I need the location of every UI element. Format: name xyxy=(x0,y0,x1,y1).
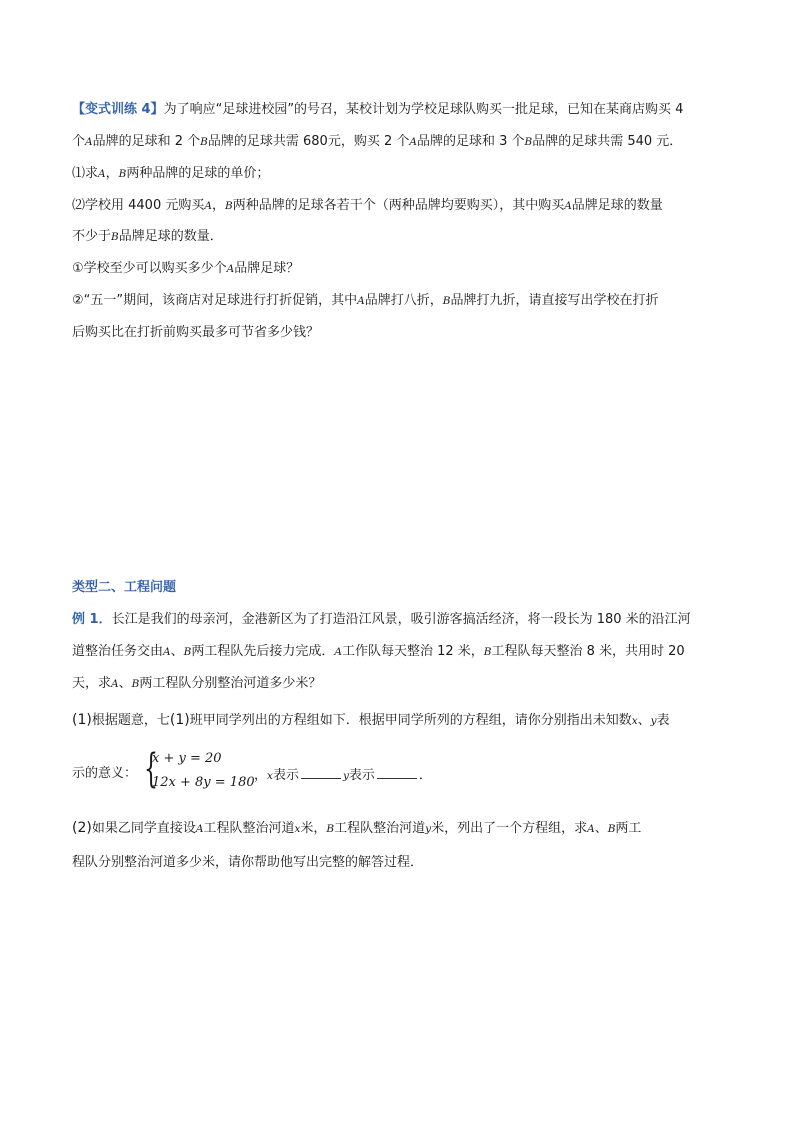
question-1 xyxy=(72,165,269,183)
var-y: y xyxy=(425,823,432,835)
q1-text: ． xyxy=(418,768,432,783)
brand-a: A xyxy=(85,136,93,148)
team-b: B xyxy=(483,646,492,658)
example-q1-line2 xyxy=(72,765,137,783)
example-text: 长江是我们的母亲河，金港新区为了打造沿江风景，吸引游客搞活经济，将一段长为 180 米的沿江河 xyxy=(111,612,691,627)
example-text: 两工程队先后接力完成． xyxy=(191,644,335,659)
sub1-text: 品牌足球？ xyxy=(234,261,300,276)
team-b: B xyxy=(183,646,192,658)
q1-text: 两种品牌的足球的单价； xyxy=(126,166,270,181)
example-text: 、 xyxy=(170,644,184,659)
q2-text: 工程队整治河道 xyxy=(203,821,295,836)
brand-a: A xyxy=(564,200,572,212)
var-y: y xyxy=(342,770,349,782)
team-a: A xyxy=(195,823,204,835)
q1-text: 示的意义： xyxy=(72,766,138,781)
var-x: x xyxy=(631,715,638,727)
equation-1: x + y = 20 xyxy=(152,751,222,766)
team-b: B xyxy=(607,823,616,835)
sub2-text: 品牌打九折，请直接写出学校在打折 xyxy=(450,293,659,308)
sub2-text: 品牌打八折， xyxy=(364,293,443,308)
q1-text: 班甲同学列出的方程组如下．根据甲同学所列的方程组，请你分别指出未知数 xyxy=(189,713,632,728)
q2-text: 品牌足球的数量． xyxy=(118,229,223,244)
team-a: A xyxy=(334,646,342,658)
brand-b: B xyxy=(442,295,451,307)
team-a: A xyxy=(587,823,595,835)
q1-text: 表 xyxy=(656,713,670,728)
sub1-text: ①学校至少可以购买多少个 xyxy=(72,261,227,276)
sub2-text: 后购买比在打折前购买最多可节省多少钱？ xyxy=(72,325,320,340)
q1-text: 表示 xyxy=(272,768,299,783)
equation-2: 12x + 8y = 180 xyxy=(152,775,255,790)
q2-text: 两工 xyxy=(615,821,642,836)
team-b: B xyxy=(131,678,140,690)
brand-b: B xyxy=(524,136,533,148)
example-line3 xyxy=(72,675,321,693)
sub-question-1 xyxy=(72,260,299,278)
sub-question-2-line2 xyxy=(72,324,319,342)
example-q2-line1 xyxy=(72,819,641,838)
example-line1 xyxy=(72,611,691,629)
q2-number: (2) xyxy=(72,820,92,836)
q2-text: 品牌足球的数量 xyxy=(571,198,663,213)
q2-text: 米， xyxy=(300,821,327,836)
q2-text: 不少于 xyxy=(72,229,112,244)
q1-text: ， xyxy=(105,166,119,181)
brand-a: A xyxy=(357,295,365,307)
example-q1-line1 xyxy=(72,711,670,730)
example-text: 、 xyxy=(118,676,132,691)
example-text: 工程队每天整治 8 米，共用时 20 xyxy=(491,644,685,659)
example-text: 天，求 xyxy=(72,676,112,691)
q1-text: 、 xyxy=(637,713,651,728)
x-answer-blank[interactable] xyxy=(301,765,341,779)
q1-text: ， xyxy=(254,768,268,783)
intro-text: 品牌的足球和 3 个 xyxy=(416,134,525,149)
example-label: 例 1． xyxy=(72,612,112,627)
brand-b: B xyxy=(200,136,208,148)
intro-text: 品牌的足球和 2 个 xyxy=(92,134,201,149)
example-q2-line2 xyxy=(72,854,423,872)
question-2-line1 xyxy=(72,197,663,215)
equation-brace: { xyxy=(144,746,158,792)
team-b: B xyxy=(326,823,335,835)
q2-text: 两种品牌的足球各若干个（两种品牌均要购买），其中购买 xyxy=(232,198,565,213)
q2-text: 如果乙同学直接设 xyxy=(91,821,196,836)
sub2-text: ②“五一”期间，该商店对足球进行打折促销，其中 xyxy=(72,293,358,308)
q2-text: 米，列出了一个方程组，求 xyxy=(431,821,588,836)
class-number: (1) xyxy=(169,712,190,728)
q1-text: ⑴求 xyxy=(72,166,99,181)
example-text: 工作队每天整治 12 米， xyxy=(341,644,484,659)
intro-text: 品牌的足球共需 540 元． xyxy=(532,134,683,149)
question-2-line2 xyxy=(72,228,223,246)
exercise-intro-line1 xyxy=(72,101,683,119)
brand-b: B xyxy=(118,168,127,180)
section-heading: 类型二、工程问题 xyxy=(72,580,177,595)
y-answer-blank[interactable] xyxy=(377,765,417,779)
example-text: 两工程队分别整治河道多少米？ xyxy=(139,676,322,691)
example-line2 xyxy=(72,643,685,661)
q2-text: ⑵学校用 4400 元购买 xyxy=(72,198,205,213)
q2-text: ， xyxy=(211,198,225,213)
brand-a: A xyxy=(226,263,235,275)
answer-blanks xyxy=(254,765,432,785)
q2-text: 程队分别整治河道多少米，请你帮助他写出完整的解答过程． xyxy=(72,855,424,870)
brand-a: A xyxy=(98,168,106,180)
exercise-intro-line2 xyxy=(72,133,682,151)
brand-b: B xyxy=(224,200,233,212)
brand-a: A xyxy=(409,136,417,148)
intro-text: 个 xyxy=(72,134,86,149)
brand-b: B xyxy=(111,231,119,243)
q2-text: 、 xyxy=(594,821,608,836)
var-y: y xyxy=(650,715,657,727)
brand-a: A xyxy=(204,200,212,212)
var-x: x xyxy=(294,823,301,835)
team-a: A xyxy=(163,646,171,658)
q1-text: 表示 xyxy=(348,768,375,783)
team-a: A xyxy=(111,678,119,690)
intro-text: 为了响应“足球进校园”的号召，某校计划为学校足球队购买一批足球，已知在某商店购买 4 xyxy=(163,102,684,117)
q1-number: (1) xyxy=(72,712,92,728)
exercise-label: 【变式训练 4】 xyxy=(72,102,164,117)
q2-text: 工程队整治河道 xyxy=(334,821,426,836)
q1-text: 根据题意，七 xyxy=(91,713,170,728)
sub-question-2-line1 xyxy=(72,292,658,310)
example-text: 道整治任务交由 xyxy=(72,644,164,659)
intro-text: 品牌的足球共需 680元，购买 2 个 xyxy=(207,134,410,149)
var-x: x xyxy=(267,770,273,782)
